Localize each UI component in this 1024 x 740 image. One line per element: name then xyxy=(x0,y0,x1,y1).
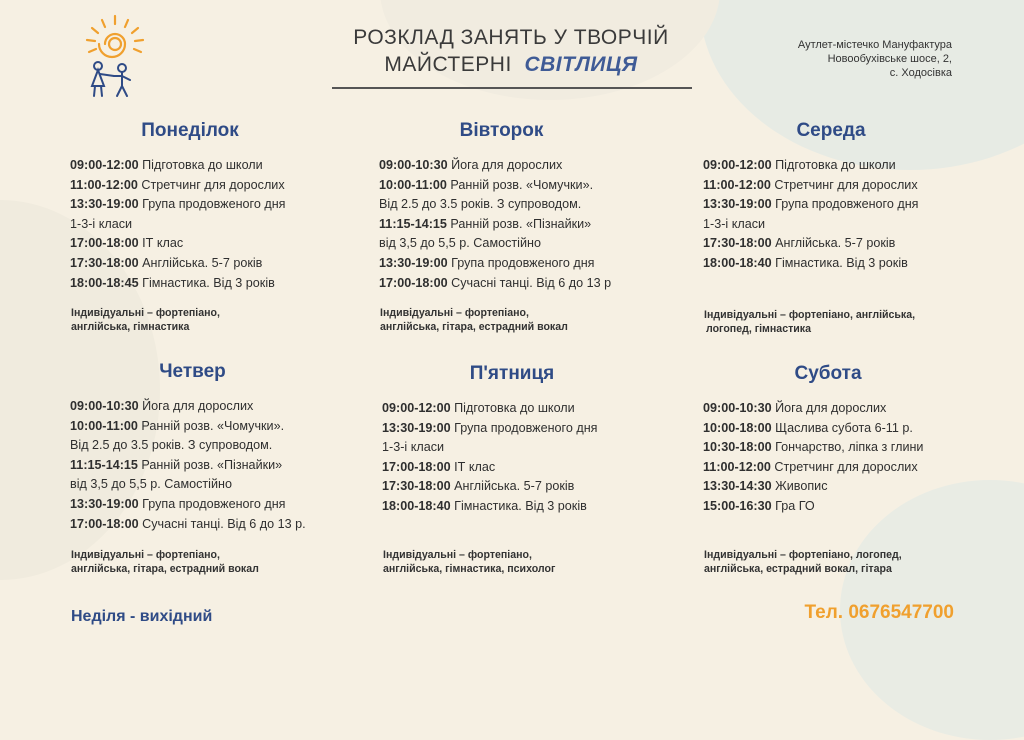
day-entries xyxy=(70,156,320,293)
schedule-entry xyxy=(70,417,340,437)
entry-time: 11:15-14:15 xyxy=(70,457,138,472)
entry-time: 13:30-19:00 xyxy=(703,197,772,212)
day-title: Субота xyxy=(794,363,862,384)
schedule-entry xyxy=(379,234,649,254)
entry-time: 17:30-18:00 xyxy=(382,479,451,494)
schedule-entry xyxy=(382,497,652,517)
schedule-entry xyxy=(70,156,320,176)
entry-text: Група продовженого дня xyxy=(775,197,919,212)
address-line: Новообухівське шосе, 2, xyxy=(827,53,952,65)
note-line: логопед, гімнастика xyxy=(706,323,811,335)
note-line: англійська, естрадний вокал, гітара xyxy=(704,563,892,575)
entry-text: Стретчинг для дорослих xyxy=(774,459,918,474)
schedule-entry xyxy=(703,195,963,215)
individual-note-tuesday xyxy=(380,306,568,334)
sun-children-logo-icon xyxy=(70,14,156,100)
schedule-entry xyxy=(703,419,963,439)
schedule-entry xyxy=(379,274,649,294)
entry-time: 17:00-18:00 xyxy=(70,516,139,531)
entry-text: Група продовженого дня xyxy=(454,420,598,435)
entry-time: 09:00-12:00 xyxy=(703,158,772,172)
individual-note-thursday xyxy=(71,548,259,576)
schedule-entry xyxy=(703,477,963,497)
entry-text: Гра ГО xyxy=(775,498,815,513)
schedule-entry xyxy=(703,156,963,176)
day-monday xyxy=(70,120,320,293)
note-line: Індивідуальні – фортепіано, англійська, xyxy=(704,309,916,321)
entry-time: 09:00-10:30 xyxy=(703,401,772,415)
schedule-entry xyxy=(379,215,649,235)
address xyxy=(798,38,952,80)
entry-text: ІТ клас xyxy=(454,459,496,474)
day-friday xyxy=(382,363,652,517)
day-wednesday xyxy=(703,120,963,274)
entry-text: Живопис xyxy=(775,479,828,494)
entry-time: 10:30-18:00 xyxy=(703,440,772,455)
entry-time: 09:00-10:30 xyxy=(70,399,139,413)
individual-note-monday xyxy=(71,306,220,334)
entry-time: 09:00-12:00 xyxy=(382,401,451,415)
entry-text: Сучасні танці. Від 6 до 13 р xyxy=(451,275,612,290)
day-entries xyxy=(382,399,652,517)
schedule-entry xyxy=(70,274,320,294)
entry-time: 11:00-12:00 xyxy=(70,177,138,192)
schedule-entry xyxy=(703,215,963,235)
entry-text: Підготовка до школи xyxy=(142,158,263,172)
entry-text: Щаслива субота 6-11 р. xyxy=(775,420,913,435)
entry-text: 1-3-і класи xyxy=(70,216,133,231)
title-line-1: РОЗКЛАД ЗАНЯТЬ У ТВОРЧІЙ xyxy=(353,26,669,49)
entry-time: 11:00-12:00 xyxy=(703,177,771,192)
entry-text: Англійська. 5-7 років xyxy=(775,236,896,251)
schedule-entry xyxy=(379,254,649,274)
schedule-entry xyxy=(703,176,963,196)
schedule-entry xyxy=(70,215,320,235)
entry-text: Від 2.5 до 3.5 років. З супроводом. xyxy=(70,438,273,453)
schedule-entry xyxy=(703,458,963,478)
schedule-entry xyxy=(70,456,340,476)
schedule-entry xyxy=(382,458,652,478)
entry-time: 17:00-18:00 xyxy=(70,236,139,251)
entry-text: Від 2.5 до 3.5 років. З супроводом. xyxy=(379,197,582,212)
schedule-entry xyxy=(382,419,652,439)
entry-text: Гімнастика. Від 3 років xyxy=(775,255,908,270)
title-prefix: МАЙСТЕРНІ xyxy=(384,53,512,76)
entry-text: від 3,5 до 5,5 р. Самостійно xyxy=(70,477,232,492)
entry-time: 17:00-18:00 xyxy=(382,459,451,474)
address-line: с. Ходосівка xyxy=(889,67,952,79)
day-title: П'ятниця xyxy=(469,363,555,384)
schedule-entry xyxy=(703,399,963,419)
entry-time: 17:30-18:00 xyxy=(703,236,772,251)
note-line: Індивідуальні – фортепіано, xyxy=(71,307,220,319)
day-saturday xyxy=(703,363,963,517)
note-line: Індивідуальні – фортепіано, xyxy=(71,549,220,561)
entry-text: Йога для дорослих xyxy=(775,401,887,415)
entry-text: Гімнастика. Від 3 років xyxy=(454,498,587,513)
entry-text: Група продовженого дня xyxy=(142,496,286,511)
day-title: Вівторок xyxy=(459,120,544,141)
day-entries xyxy=(70,397,340,534)
entry-text: Стретчинг для дорослих xyxy=(774,177,918,192)
schedule-entry xyxy=(70,234,320,254)
day-entries xyxy=(703,399,963,517)
entry-text: Йога для дорослих xyxy=(451,158,563,172)
schedule-entry xyxy=(703,438,963,458)
entry-time: 13:30-19:00 xyxy=(70,197,139,212)
schedule-entry xyxy=(70,195,320,215)
individual-note-friday xyxy=(383,548,555,576)
entry-text: Ранній розв. «Пізнайки» xyxy=(141,457,283,472)
note-line: Індивідуальні – фортепіано, xyxy=(383,549,532,561)
schedule-entry xyxy=(70,254,320,274)
schedule-entry xyxy=(379,176,649,196)
entry-time: 13:30-19:00 xyxy=(70,496,139,511)
entry-time: 11:00-12:00 xyxy=(703,459,771,474)
entry-time: 10:00-18:00 xyxy=(703,420,772,435)
entry-text: Ранній розв. «Пізнайки» xyxy=(450,216,592,231)
entry-time: 13:30-19:00 xyxy=(379,255,448,270)
title-divider xyxy=(332,87,692,89)
day-thursday xyxy=(70,361,340,534)
day-title: Четвер xyxy=(159,361,226,382)
entry-text: Йога для дорослих xyxy=(142,399,254,413)
title-line-2 xyxy=(330,51,692,78)
note-line: англійська, гітара, естрадний вокал xyxy=(380,321,568,333)
entry-time: 13:30-14:30 xyxy=(703,479,772,494)
sunday-closed: Неділя - вихідний xyxy=(71,608,213,625)
note-line: англійська, гімнастика xyxy=(71,321,190,333)
entry-text: Група продовженого дня xyxy=(451,255,595,270)
schedule-entry xyxy=(70,515,340,535)
note-line: Індивідуальні – фортепіано, xyxy=(380,307,529,319)
entry-text: від 3,5 до 5,5 р. Самостійно xyxy=(379,236,541,251)
schedule-entry xyxy=(70,475,340,495)
note-line: англійська, гітара, естрадний вокал xyxy=(71,563,259,575)
entry-time: 09:00-12:00 xyxy=(70,158,139,172)
schedule-entry xyxy=(70,397,340,417)
schedule-entry xyxy=(379,195,649,215)
entry-text: ІТ клас xyxy=(142,236,184,251)
entry-text: Гімнастика. Від 3 років xyxy=(142,275,275,290)
entry-time: 10:00-11:00 xyxy=(379,177,447,192)
day-entries xyxy=(379,156,649,293)
schedule-entry xyxy=(382,477,652,497)
schedule-entry xyxy=(70,176,320,196)
entry-text: Підготовка до школи xyxy=(454,401,575,415)
schedule-entry xyxy=(703,497,963,517)
entry-text: Гончарство, ліпка з глини xyxy=(775,440,924,455)
entry-time: 18:00-18:40 xyxy=(382,498,451,513)
entry-time: 11:15-14:15 xyxy=(379,216,447,231)
schedule-entry xyxy=(70,495,340,515)
individual-note-wednesday xyxy=(704,308,915,336)
individual-note-saturday xyxy=(704,548,902,576)
entry-time: 17:00-18:00 xyxy=(379,275,448,290)
entry-text: 1-3-і класи xyxy=(382,440,445,455)
entry-time: 09:00-10:30 xyxy=(379,158,448,172)
schedule-entry xyxy=(379,156,649,176)
schedule-entry xyxy=(703,234,963,254)
day-title: Понеділок xyxy=(141,120,239,141)
entry-text: Англійська. 5-7 років xyxy=(454,479,575,494)
phone-number[interactable]: Тел. 0676547700 xyxy=(804,602,954,623)
entry-time: 13:30-19:00 xyxy=(382,420,451,435)
address-line: Аутлет-містечко Мануфактура xyxy=(797,39,952,51)
note-line: англійська, гімнастика, психолог xyxy=(383,563,556,575)
studio-name: СВІТЛИЦЯ xyxy=(524,53,638,76)
day-tuesday xyxy=(379,120,649,293)
page-title xyxy=(330,24,692,78)
schedule-entry xyxy=(382,438,652,458)
note-line: Індивідуальні – фортепіано, логопед, xyxy=(704,549,902,561)
entry-text: Група продовженого дня xyxy=(142,197,286,212)
entry-text: Ранній розв. «Чомучки». xyxy=(450,177,594,192)
day-title: Середа xyxy=(796,120,866,141)
entry-text: Англійська. 5-7 років xyxy=(142,255,263,270)
entry-text: Ранній розв. «Чомучки». xyxy=(141,418,285,433)
entry-time: 18:00-18:40 xyxy=(703,255,772,270)
entry-time: 10:00-11:00 xyxy=(70,418,138,433)
schedule-entry xyxy=(70,436,340,456)
entry-text: Стретчинг для дорослих xyxy=(141,177,285,192)
entry-text: 1-3-і класи xyxy=(703,216,766,231)
schedule-entry xyxy=(703,254,963,274)
schedule-entry xyxy=(382,399,652,419)
entry-time: 18:00-18:45 xyxy=(70,275,139,290)
entry-time: 17:30-18:00 xyxy=(70,255,139,270)
day-entries xyxy=(703,156,963,274)
entry-time: 15:00-16:30 xyxy=(703,498,772,513)
entry-text: Підготовка до школи xyxy=(775,158,896,172)
entry-text: Сучасні танці. Від 6 до 13 р. xyxy=(142,516,306,531)
